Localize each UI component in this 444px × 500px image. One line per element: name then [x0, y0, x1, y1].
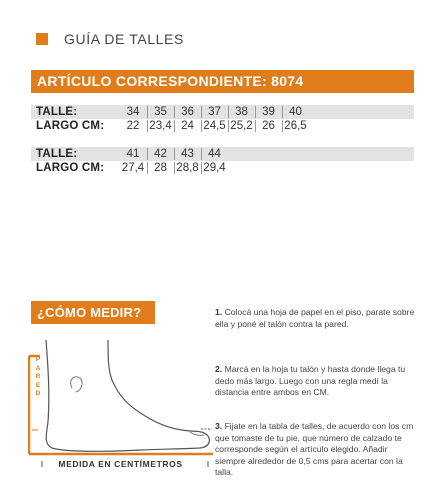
- page-header: [36, 30, 184, 48]
- length-cell: 26: [262, 120, 275, 132]
- size-row: [31, 147, 414, 161]
- talle-label: TALLE:: [36, 106, 78, 118]
- length-cell: 22: [126, 120, 140, 132]
- step-number: 3.: [215, 421, 223, 431]
- length-cell: 29,4: [203, 162, 226, 174]
- length-cell: 25,2: [230, 120, 253, 132]
- length-row: [31, 161, 414, 175]
- step-text: Colocá una hoja de papel en el piso, parate sobre ella y poné el talón contra la pared.: [215, 307, 415, 329]
- size-cell: 41: [126, 148, 140, 160]
- step-number: 2.: [215, 364, 223, 374]
- size-cell: 42: [154, 148, 167, 160]
- size-table-1: [31, 105, 414, 133]
- largo-label: LARGO CM:: [36, 120, 105, 132]
- wall-label: PARED: [35, 356, 41, 397]
- length-row: [31, 119, 414, 133]
- step-text: Fijate en la tabla de talles, de acuerdo con los cm que tomaste de tu pie, que número de calzado te corresponde según el artículo elegido. Añadir siempre alrededor de 0,5 cms para acertar con la talla.: [215, 421, 414, 477]
- length-cell: 24: [181, 120, 194, 132]
- size-table-2: [31, 147, 414, 175]
- foot-diagram: [28, 336, 213, 476]
- measure-label: MEDIDA EN CENTÍMETROS: [58, 459, 183, 469]
- header-square-icon: [36, 33, 48, 45]
- step-2: [215, 364, 415, 399]
- step-3: [215, 421, 415, 479]
- size-cell: 44: [208, 148, 221, 160]
- how-to-measure-title: ¿CÓMO MEDIR?: [31, 301, 155, 324]
- size-cell: 39: [262, 106, 275, 118]
- size-cell: 38: [235, 106, 248, 118]
- foot-outline-icon: [46, 340, 209, 451]
- size-row: [31, 105, 414, 119]
- size-cell: 43: [181, 148, 194, 160]
- length-cell: 23,4: [149, 120, 172, 132]
- largo-label: LARGO CM:: [36, 162, 105, 174]
- size-cell: 35: [154, 106, 167, 118]
- talle-label: TALLE:: [36, 148, 78, 160]
- length-cell: 27,4: [121, 162, 145, 174]
- ankle-sketch: [71, 377, 82, 392]
- length-cell: 28,8: [176, 162, 199, 174]
- size-cell: 34: [126, 106, 140, 118]
- page-title: GUÍA DE TALLES: [64, 31, 184, 47]
- size-cell: 36: [181, 106, 194, 118]
- length-cell: 26,5: [284, 120, 307, 132]
- size-cell: 37: [208, 106, 221, 118]
- step-1: [215, 307, 415, 330]
- step-number: 1.: [215, 307, 223, 317]
- size-cell: 40: [289, 106, 302, 118]
- step-text: Marcá en la hoja tu talón y hasta donde llega tu dedo más largo. Luego con una regla medí la distancia entre ambos en CM.: [215, 364, 406, 397]
- length-cell: 24,5: [203, 120, 226, 132]
- article-bar: ARTÍCULO CORRESPONDIENTE: 8074: [31, 70, 414, 93]
- length-cell: 28: [154, 162, 167, 174]
